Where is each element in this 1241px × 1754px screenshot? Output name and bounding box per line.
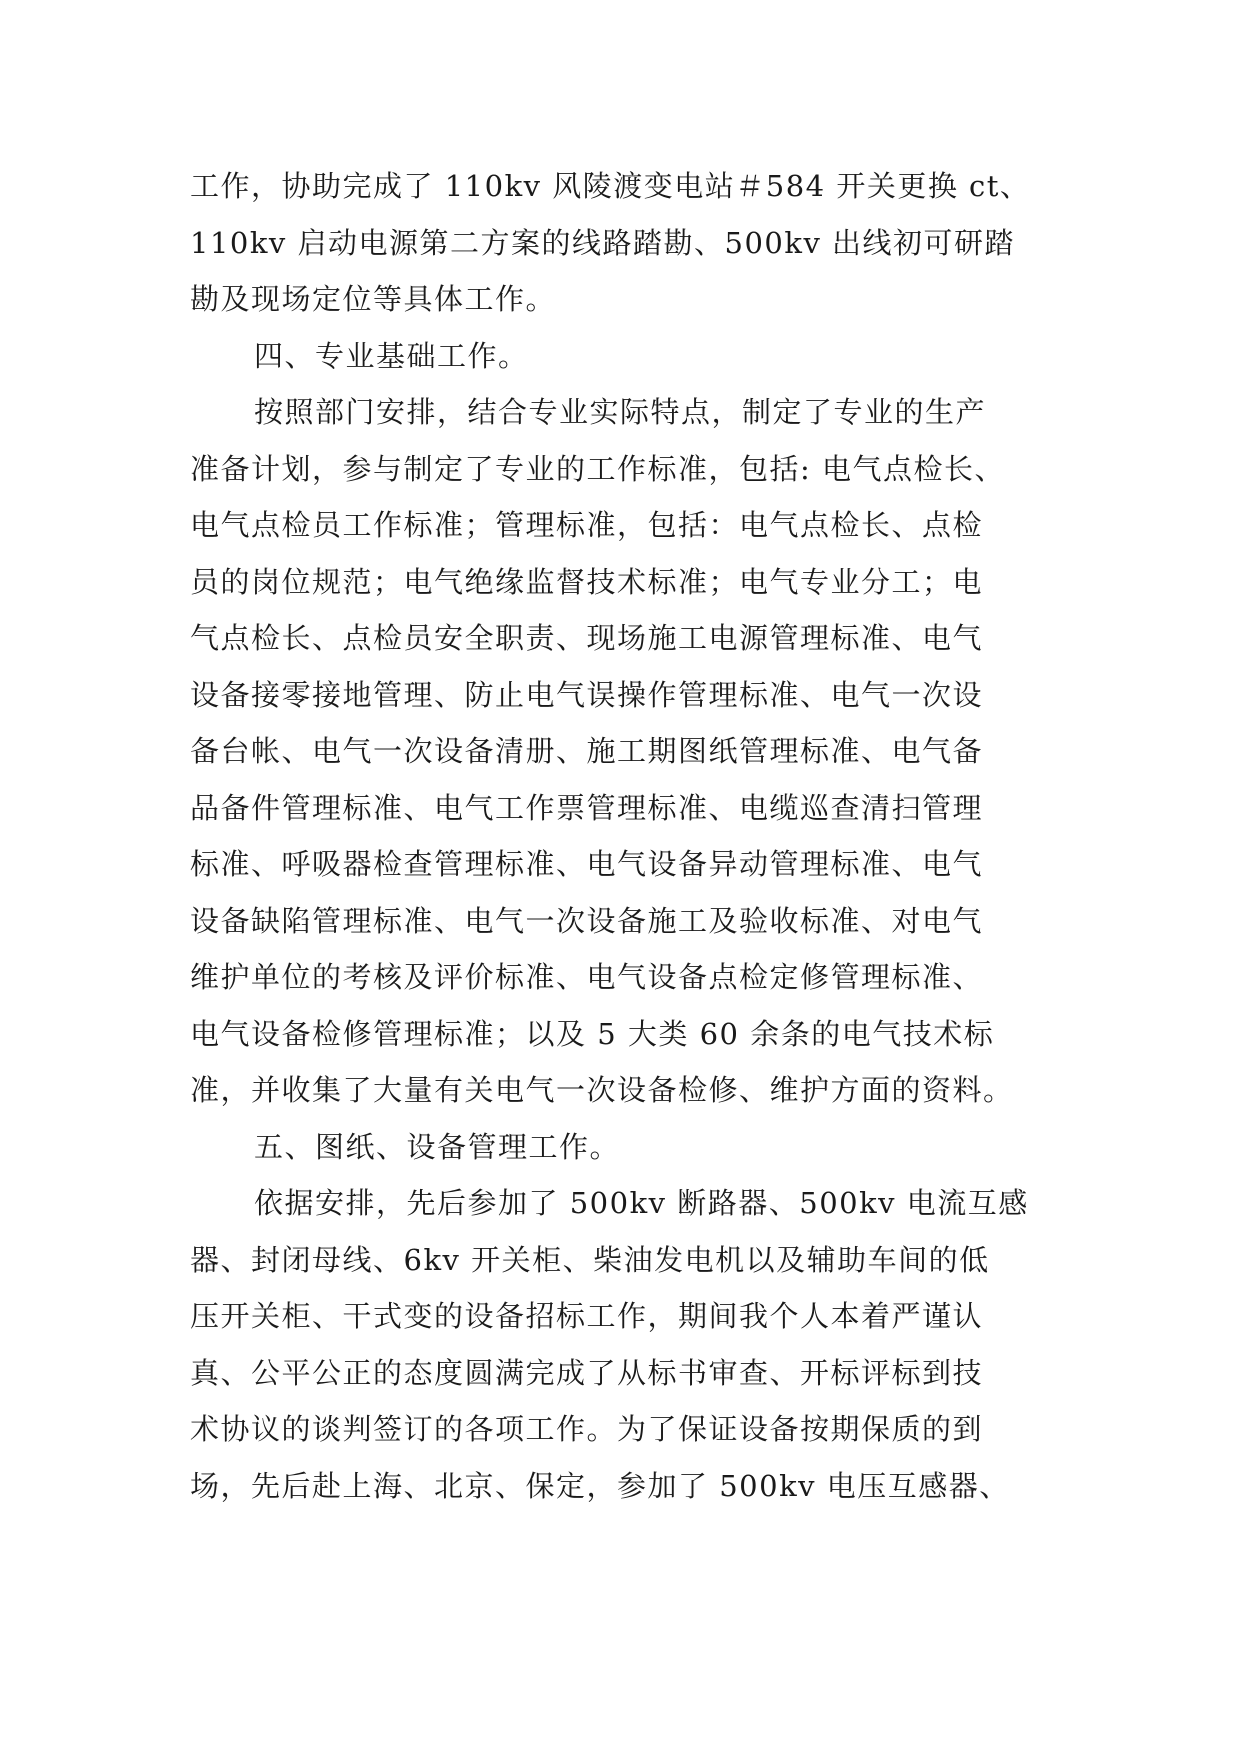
text-line: 压开关柜、干式变的设备招标工作，期间我个人本着严谨认 — [190, 1299, 984, 1333]
text-line: 设备接零接地管理、防止电气误操作管理标准、电气一次设 — [190, 677, 984, 712]
text-line: 维护单位的考核及评价标准、电气设备点检定修管理标准、 — [190, 960, 984, 994]
section-heading: 四、专业基础工作。 — [254, 338, 529, 373]
paragraph-first-line: 按照部门安排，结合专业实际特点，制定了专业的生产 — [254, 395, 987, 429]
document-body — [190, 158, 1060, 1514]
text-line: 真、公平公正的态度圆满完成了从标书审查、开标评标到技 — [190, 1355, 984, 1390]
text-line: 标准、呼吸器检查管理标准、电气设备异动管理标准、电气 — [190, 847, 984, 881]
text-line: 工作，协助完成了 110kv 风陵渡变电站＃584 开关更换 ct、 — [190, 169, 1031, 203]
text-line: 员的岗位规范；电气绝缘监督技术标准；电气专业分工；电 — [190, 564, 984, 599]
text-line: 场，先后赴上海、北京、保定，参加了 500kv 电压互感器、 — [190, 1468, 1010, 1503]
text-line: 器、封闭母线、6kv 开关柜、柴油发电机以及辅助车间的低 — [190, 1242, 990, 1277]
text-line: 电气点检员工作标准；管理标准，包括：电气点检长、点检 — [190, 508, 984, 542]
section-heading: 五、图纸、设备管理工作。 — [254, 1129, 621, 1164]
text-line: 电气设备检修管理标准；以及 5 大类 60 余条的电气技术标 — [190, 1016, 995, 1051]
text-line: 准，并收集了大量有关电气一次设备检修、维护方面的资料。 — [190, 1073, 1014, 1107]
text-line: 备台帐、电气一次设备清册、施工期图纸管理标准、电气备 — [190, 734, 984, 768]
text-line: 勘及现场定位等具体工作。 — [190, 282, 557, 316]
text-line: 设备缺陷管理标准、电气一次设备施工及验收标准、对电气 — [190, 903, 984, 938]
text-line: 术协议的谈判签订的各项工作。为了保证设备按期保质的到 — [190, 1412, 984, 1446]
text-line: 气点检长、点检员安全职责、现场施工电源管理标准、电气 — [190, 621, 984, 655]
text-line: 品备件管理标准、电气工作票管理标准、电缆巡查清扫管理 — [190, 790, 984, 825]
text-line: 准备计划，参与制定了专业的工作标准，包括: 电气点检长、 — [190, 451, 1005, 486]
text-line: 110kv 启动电源第二方案的线路踏勘、500kv 出线初可研踏 — [190, 225, 1016, 260]
paragraph-first-line: 依据安排，先后参加了 500kv 断路器、500kv 电流互感 — [254, 1186, 1029, 1220]
